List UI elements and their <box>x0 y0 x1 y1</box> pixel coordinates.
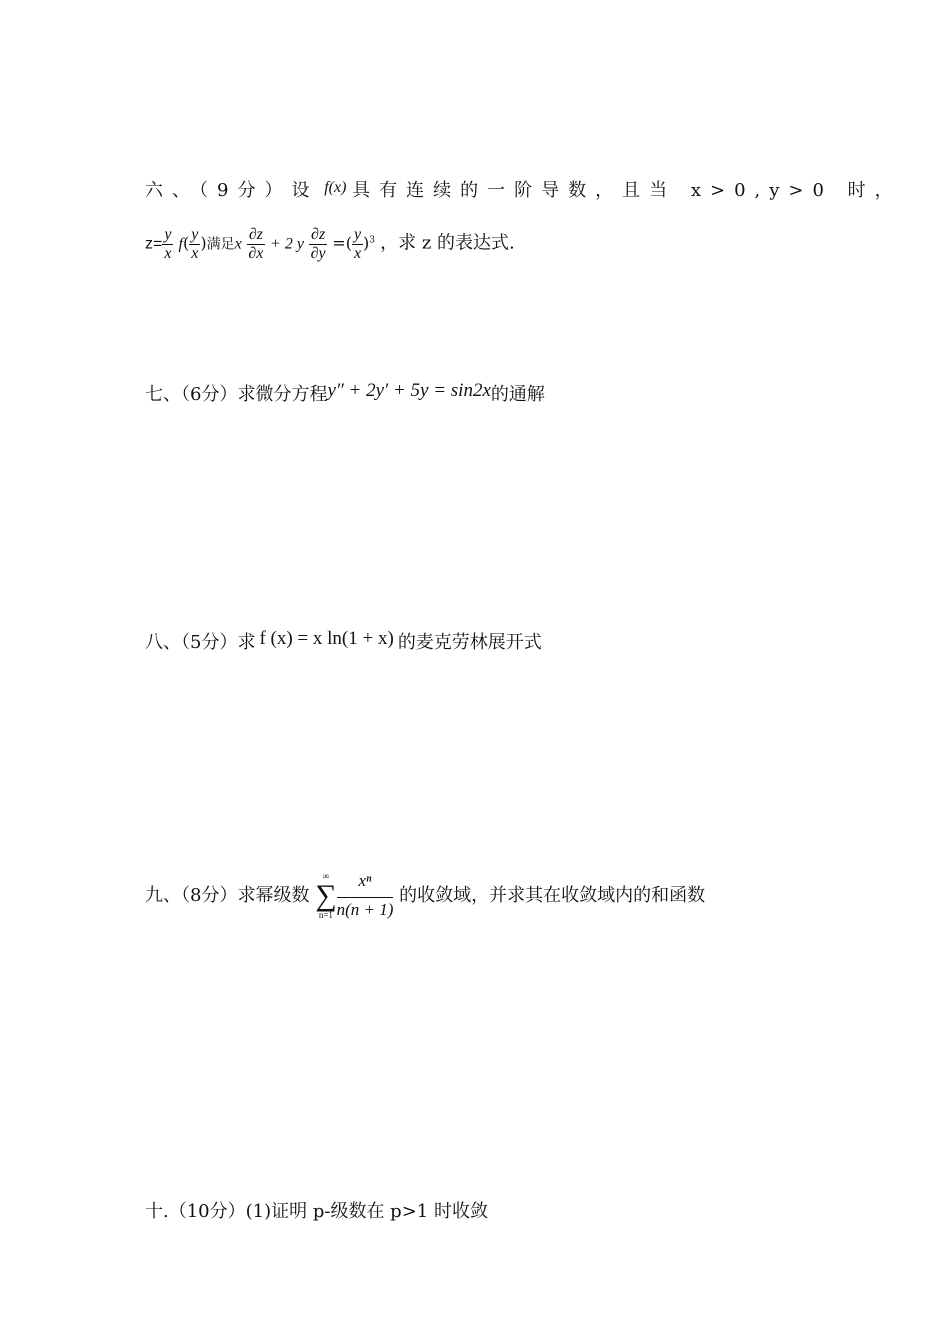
q7-label: 七、（6分）求微分方程 <box>145 384 328 405</box>
q6-dz1: ∂z <box>248 226 263 243</box>
q6-dy: ∂y <box>310 244 326 262</box>
q6-frac-y-over-x <box>162 226 173 262</box>
q6-z-prefix: z= <box>145 235 163 253</box>
q8-line <box>145 628 542 654</box>
q8-formula: f (x) = x ln(1 + x) <box>259 628 394 649</box>
q6-label: 六、（9分）设 <box>145 180 319 201</box>
q6-rhs-den: x <box>353 244 362 262</box>
q9-summation <box>315 872 336 920</box>
q6-line1 <box>145 176 902 202</box>
q6-arg-den: x <box>191 244 199 262</box>
q6-frac-num: y <box>164 226 172 243</box>
q6-dz-dx <box>247 226 265 262</box>
q10-text: 十.（10分）(1)证明 p-级数在 p>1 时收敛 <box>145 1201 488 1222</box>
q9-tail: 的收敛域，并求其在收敛域内的和函数 <box>399 885 706 906</box>
q9-numerator: xⁿ <box>337 872 394 898</box>
q6-rhs-num: y <box>353 226 362 243</box>
q6-fx: f(x) <box>324 179 347 196</box>
q6-dz-dy <box>309 226 327 262</box>
q6-rparen: ) <box>200 233 207 253</box>
q6-x-coef: x <box>234 235 242 253</box>
q6-eq: =( <box>332 233 352 253</box>
q10-line <box>145 1197 488 1223</box>
q6-rhs-rparen: ) <box>363 233 370 253</box>
q6-condition: 具有连续的一阶导数，且当 x>0,y>0 时， <box>352 180 902 201</box>
q6-dx: ∂x <box>248 244 264 262</box>
q9-fraction <box>337 872 394 919</box>
q9-label: 九、（8分）求幂级数 <box>145 885 310 906</box>
q6-cube: 3 <box>369 235 376 246</box>
q7-equation: y″ + 2y′ + 5y = sin2x <box>327 380 491 401</box>
q6-frac-arg <box>189 226 200 262</box>
q8-label: 八、（5分）求 <box>145 632 256 653</box>
q6-tail: ，求 z 的表达式. <box>380 232 515 254</box>
q6-dz2: ∂z <box>311 226 326 243</box>
q6-rhs-frac <box>352 226 363 262</box>
q6-frac-den: x <box>164 244 172 262</box>
sigma-icon: ∑ <box>315 879 337 912</box>
q6-lparen: ( <box>183 233 190 253</box>
q7-line <box>145 380 545 406</box>
q6-satisfy: 满足 <box>206 236 235 253</box>
q9-line <box>145 872 705 920</box>
q9-denominator: n(n + 1) <box>336 900 394 919</box>
q6-line2 <box>145 226 515 262</box>
q9-sum-bottom: n=1 <box>318 910 333 920</box>
q6-f: f <box>178 235 183 253</box>
q8-tail: 的麦克劳林展开式 <box>397 632 542 653</box>
q6-plus2y: + 2 y <box>270 235 304 253</box>
q6-arg-num: y <box>191 226 199 243</box>
q7-tail: 的通解 <box>490 384 545 405</box>
q9-sum-top: ∞ <box>322 871 330 881</box>
